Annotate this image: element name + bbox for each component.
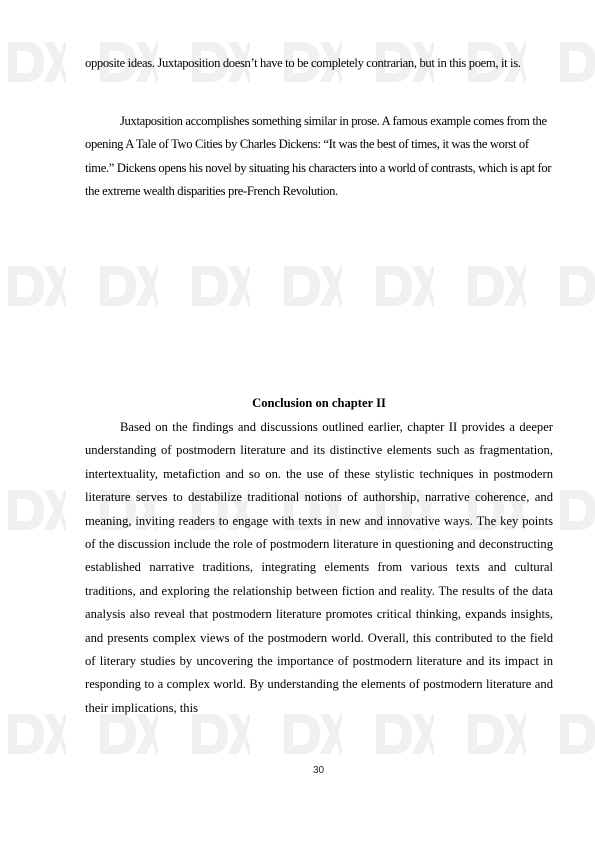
paragraph-conclusion: Based on the findings and discussions outlined earlier, chapter II provides a deeper understanding of postmodern literature and its distinctive elements such as fragmentation, intertextuality, metafiction and so on. the use of these stylistic techniques in postmodern literature serves to destabilize traditional notions of authorship, narrative coherence, and meaning, inviting readers to engage with texts in new and innovative ways. The key points of the discussion include the role of postmodern literature in questioning and deconstructing established narrative traditions, integrating elements from various texts and cultural traditions, and exploring the relationship between fiction and reality. The results of the data analysis also reveal that postmodern literature promotes critical thinking, expands insights, and presents complex views of the postmodern world. Overall, this contributed to the field of literary studies by uncovering the importance of postmodern literature and its impact in responding to a complex world. By understanding the elements of postmodern literature and their implications, this (85, 420, 553, 715)
page-number: 30 (312, 765, 325, 776)
section-heading: Conclusion on chapter II (252, 396, 386, 410)
paragraph-continuation: opposite ideas. Juxtaposition doesn’t have to be completely contrarian, but in this poem, it is. (85, 56, 521, 70)
paragraph-prose-example: Juxtaposition accomplishes something similar in prose. A famous example comes from the opening A Tale of Two Cities by Charles Dickens: “It was the best of times, it was the worst of time.” Dickens opens his novel by situating his characters into a world of contrasts, which is apt for the extreme wealth disparities pre-French Revolution. (85, 114, 552, 199)
